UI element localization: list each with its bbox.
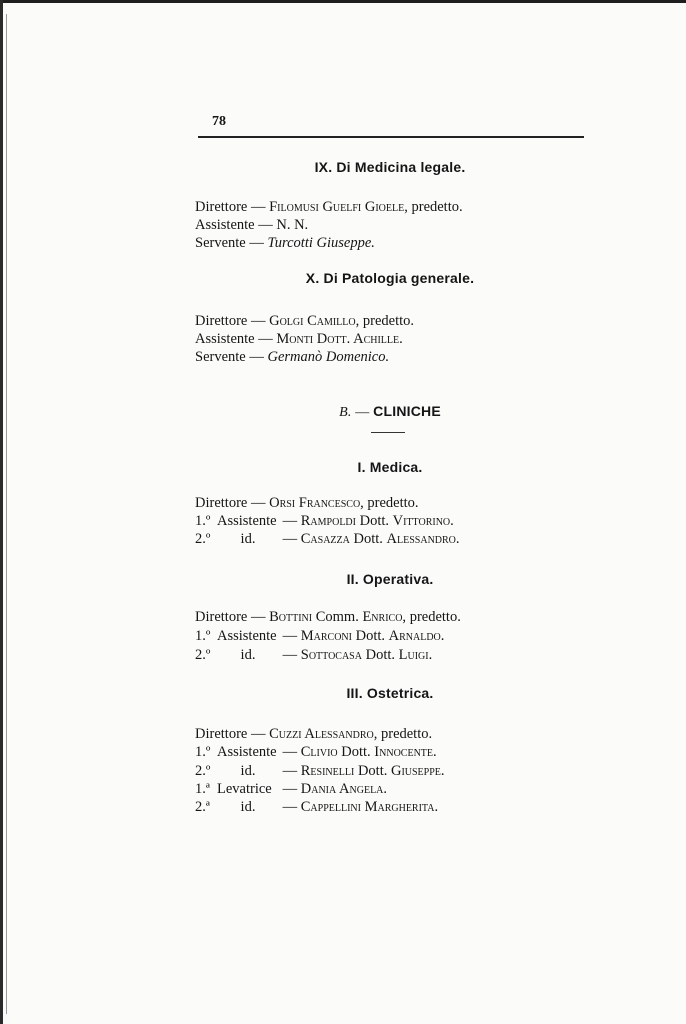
section-heading: IX. Di Medicina legale.	[314, 159, 466, 175]
section-heading: X. Di Patologia generale.	[305, 270, 475, 286]
page-top-border	[0, 0, 686, 3]
staff-line: Direttore — Cuzzi Alessandro, predetto.	[195, 726, 433, 742]
staff-line: Servente — Germanò Domenico.	[195, 349, 390, 365]
page-number: 78	[212, 114, 226, 129]
staff-line: Direttore — Golgi Camillo, predetto.	[195, 313, 415, 329]
staff-line: Assistente — Monti Dott. Achille.	[195, 331, 403, 347]
part-heading: B. — CLINICHE	[339, 403, 441, 420]
page-left-edge-line	[6, 14, 7, 1014]
staff-line: 2.º id. — Sottocasa Dott. Luigi.	[195, 647, 433, 663]
staff-line: Direttore — Filomusi Guelfi Gioele, predetto.	[195, 199, 463, 215]
page-left-border	[0, 0, 3, 1024]
staff-line: 1.ª Levatrice — Dania Angela.	[195, 781, 388, 797]
staff-line: 2.ª id. — Cappellini Margherita.	[195, 799, 439, 815]
part-rule	[371, 432, 405, 433]
staff-line: 2.º id. — Resinelli Dott. Giuseppe.	[195, 763, 445, 779]
clinic-heading: I. Medica.	[357, 459, 423, 475]
staff-line: 1.º Assistente — Clivio Dott. Innocente.	[195, 744, 437, 760]
clinic-heading: II. Operativa.	[346, 571, 434, 587]
staff-line: Direttore — Bottini Comm. Enrico, predetto.	[195, 609, 461, 625]
staff-line: 2.º id. — Casazza Dott. Alessandro.	[195, 531, 460, 547]
staff-line: Assistente — N. N.	[195, 217, 309, 233]
staff-line: 1.º Assistente — Rampoldi Dott. Vittorino.	[195, 513, 454, 529]
clinic-heading: III. Ostetrica.	[346, 685, 434, 701]
staff-line: 1.º Assistente — Marconi Dott. Arnaldo.	[195, 628, 445, 644]
header-rule	[198, 136, 584, 138]
staff-line: Servente — Turcotti Giuseppe.	[195, 235, 375, 251]
staff-line: Direttore — Orsi Francesco, predetto.	[195, 495, 419, 511]
